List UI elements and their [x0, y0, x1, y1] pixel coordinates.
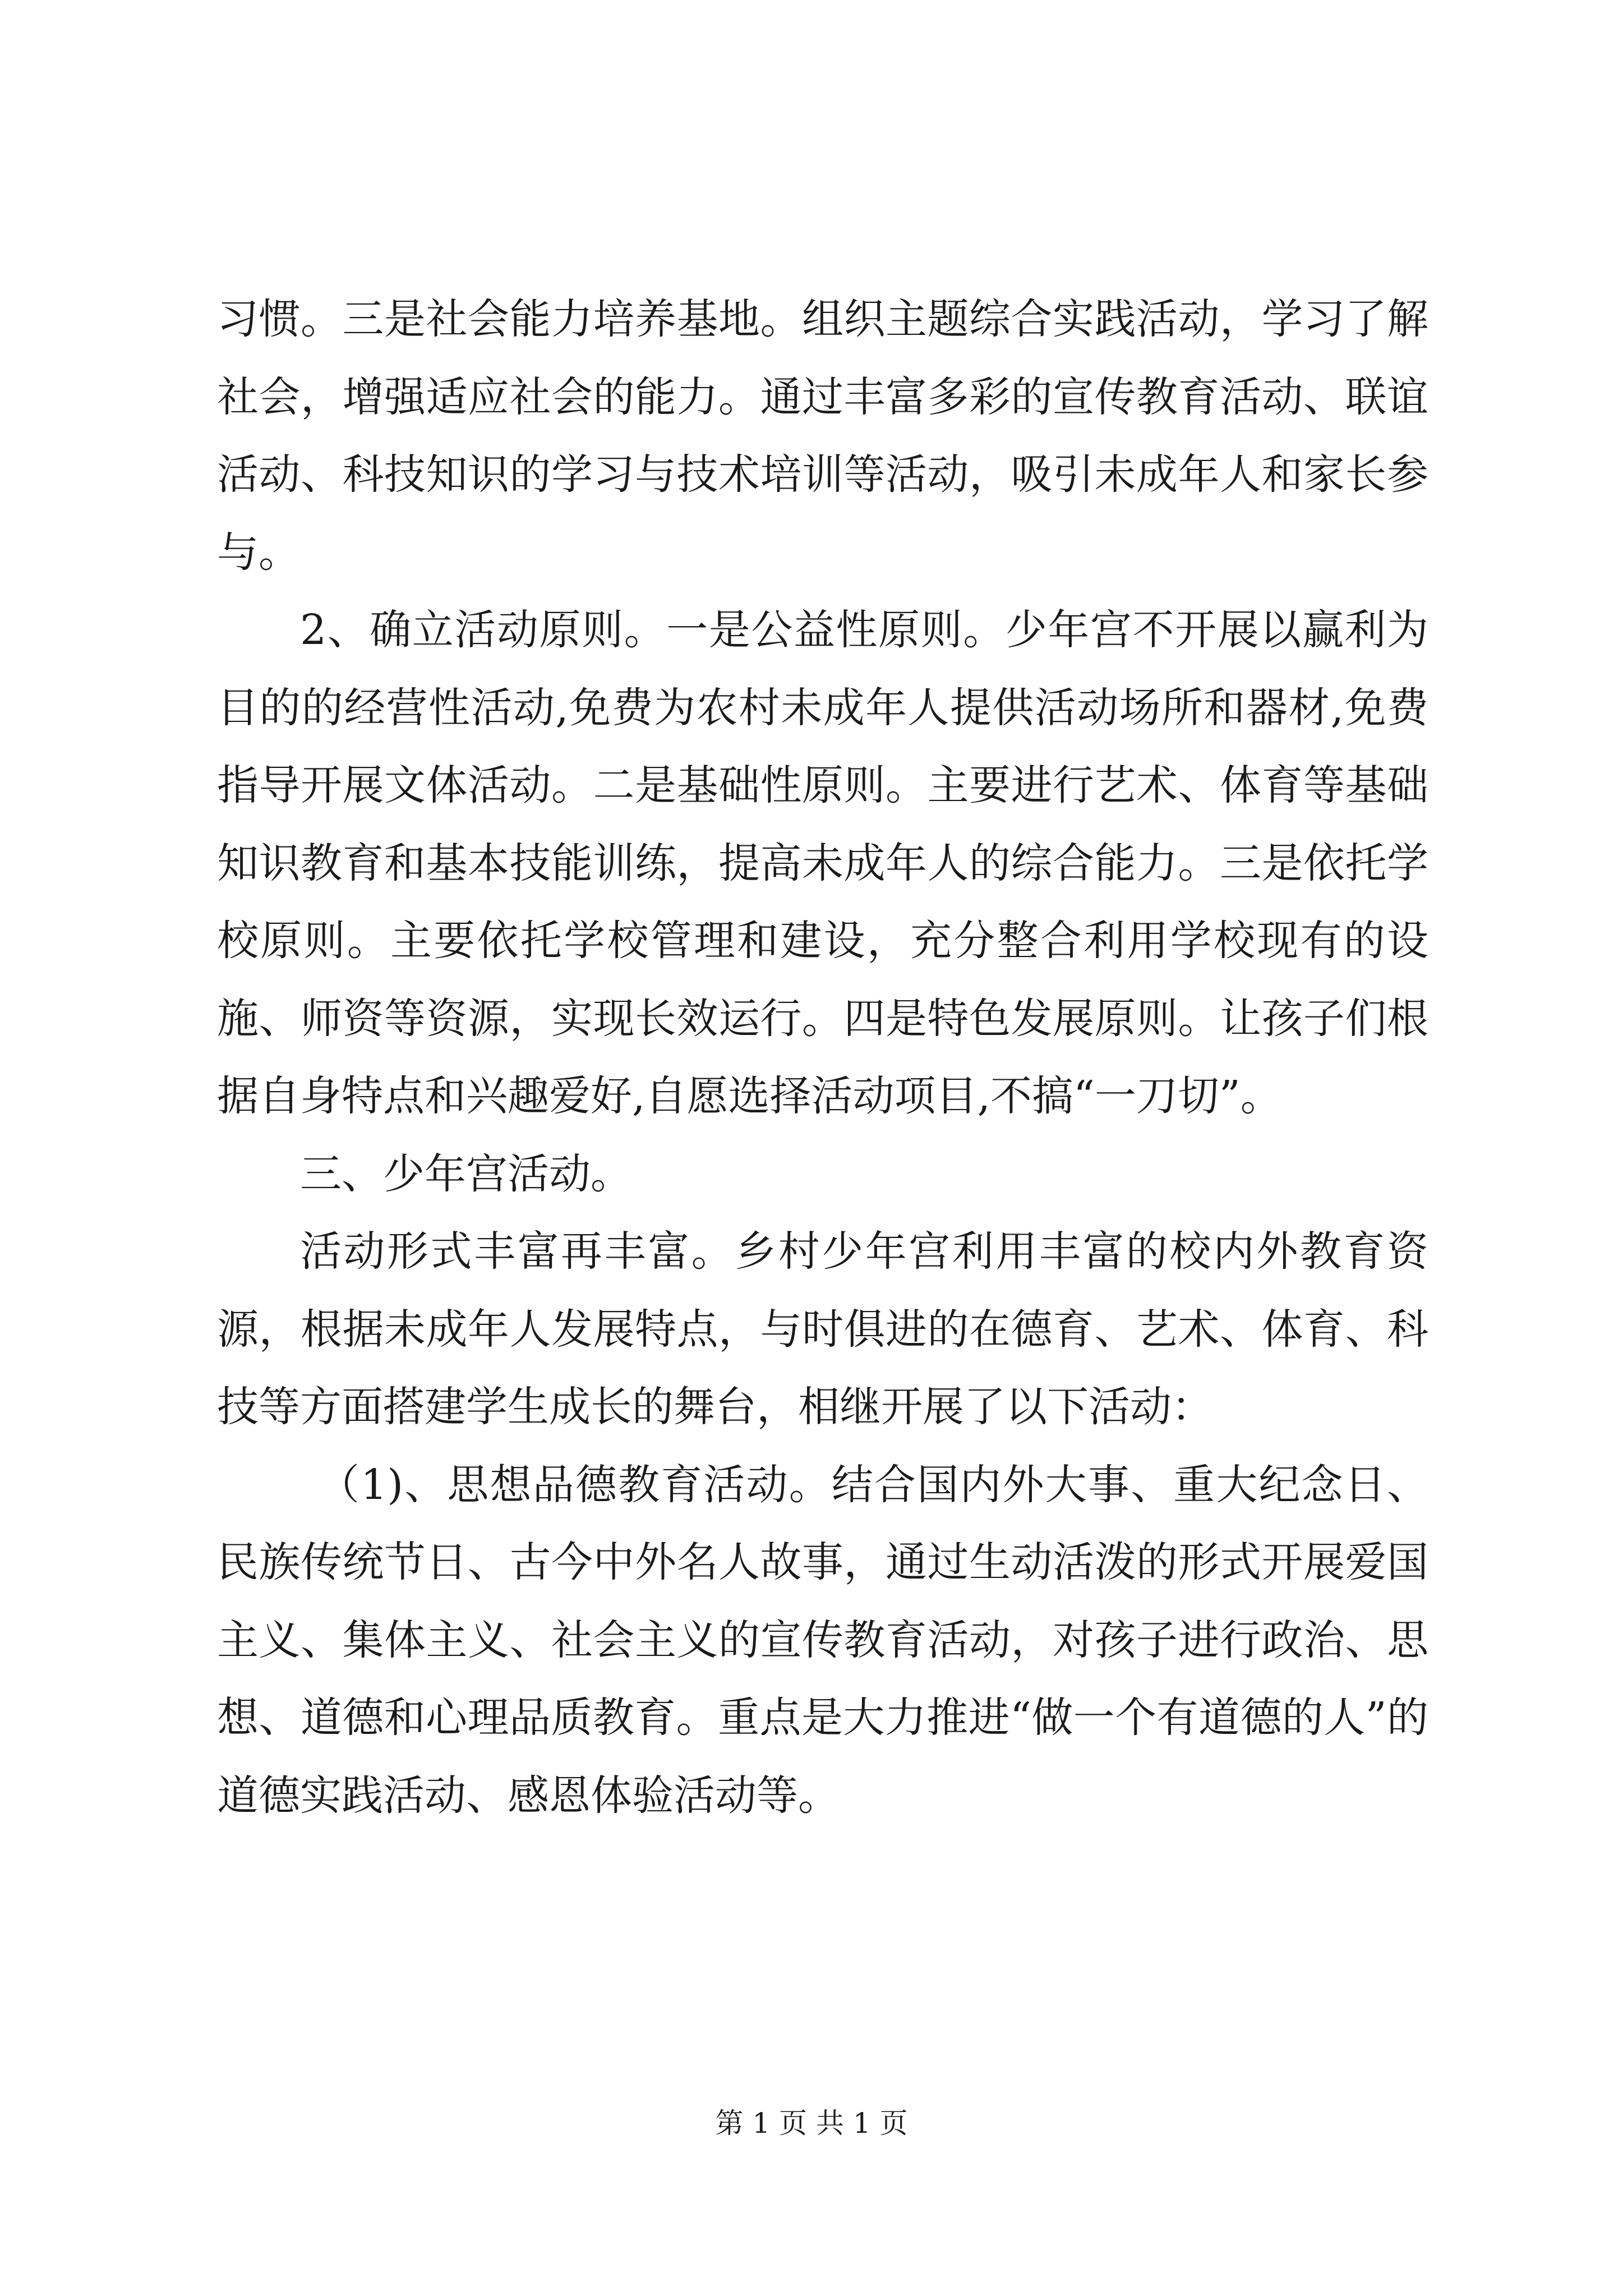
paragraph-activity-principles: 2、确立活动原则。一是公益性原则。少年宫不开展以赢利为目的的经营性活动,免费为农村未成年人提供活动场所和器材,免费指导开展文体活动。二是基础性原则。主要进行艺术、体育等基础知识教育和基本技能训练，提高未成年人的综合能力。三是依托学校原则。主要依托学校管理和建设，充分整合利用学校现有的设施、师资等资源，实现长效运行。四是特色发展原则。让孩子们根据自身特点和兴趣爱好,自愿选择活动项目,不搞“一刀切”。 [217, 606, 1428, 1120]
paragraph-moral-education: （1)、思想品德教育活动。结合国内外大事、重大纪念日、民族传统节日、古今中外名人故事，通过生动活泼的形式开展爱国主义、集体主义、社会主义的宣传教育活动，对孩子进行政治、思想、道德和心理品质教育。重点是大力推进“做一个有道德的人”的道德实践活动、感恩体验活动等。 [217, 1460, 1428, 1820]
document-body [217, 280, 1428, 1834]
page-footer: 第 1 页 共 1 页 [715, 2107, 908, 2139]
paragraph-activity-forms: 活动形式丰富再丰富。乡村少年宫利用丰富的校内外教育资源，根据未成年人发展特点，与时俱进的在德育、艺术、体育、科技等方面搭建学生成长的舞台，相继开展了以下活动： [217, 1227, 1428, 1431]
section-heading: 三、少年宫活动。 [300, 1149, 632, 1198]
paragraph-continued: 习惯。三是社会能力培养基地。组织主题综合实践活动，学习了解社会，增强适应社会的能力。通过丰富多彩的宣传教育活动、联谊活动、科技知识的学习与技术培训等活动，吸引未成年人和家长参与。 [217, 295, 1428, 577]
